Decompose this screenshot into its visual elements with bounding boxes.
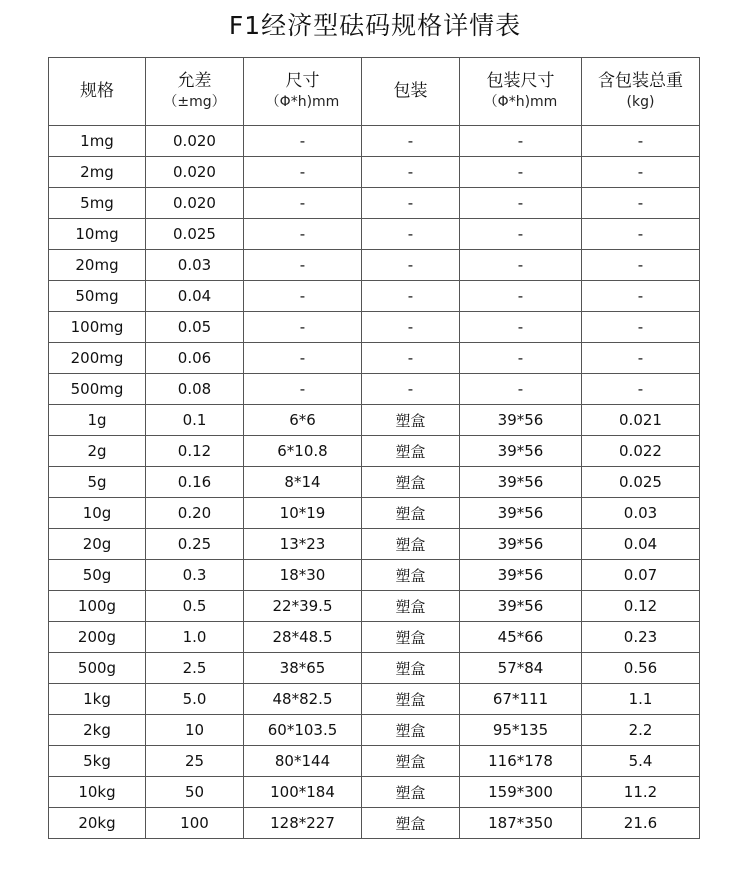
- header-package-size: 包装尺寸 （Φ*h)mm: [460, 58, 582, 126]
- table-row: [49, 529, 700, 560]
- cell-package-size: 159*300: [460, 777, 582, 808]
- cell-tolerance: 0.06: [146, 343, 244, 374]
- cell-package-size: -: [460, 374, 582, 405]
- cell-package-size: 116*178: [460, 746, 582, 777]
- cell-size: 60*103.5: [244, 715, 362, 746]
- cell-spec: 20mg: [49, 250, 146, 281]
- cell-total-weight: 1.1: [582, 684, 700, 715]
- cell-package-size: -: [460, 281, 582, 312]
- table-row: [49, 405, 700, 436]
- cell-size: -: [244, 343, 362, 374]
- table-row: [49, 560, 700, 591]
- table-row: [49, 219, 700, 250]
- cell-package-size: 187*350: [460, 808, 582, 839]
- cell-total-weight: -: [582, 219, 700, 250]
- cell-size: 80*144: [244, 746, 362, 777]
- table-row: [49, 684, 700, 715]
- cell-size: 18*30: [244, 560, 362, 591]
- cell-package-size: 39*56: [460, 591, 582, 622]
- cell-package: -: [362, 157, 460, 188]
- cell-size: 10*19: [244, 498, 362, 529]
- cell-total-weight: 0.025: [582, 467, 700, 498]
- cell-tolerance: 5.0: [146, 684, 244, 715]
- table-row: [49, 777, 700, 808]
- cell-total-weight: 0.12: [582, 591, 700, 622]
- cell-size: 22*39.5: [244, 591, 362, 622]
- table-row: [49, 126, 700, 157]
- cell-total-weight: -: [582, 250, 700, 281]
- cell-tolerance: 0.020: [146, 126, 244, 157]
- cell-tolerance: 0.20: [146, 498, 244, 529]
- cell-size: 8*14: [244, 467, 362, 498]
- table-row: [49, 250, 700, 281]
- cell-tolerance: 25: [146, 746, 244, 777]
- cell-spec: 2g: [49, 436, 146, 467]
- cell-total-weight: -: [582, 126, 700, 157]
- cell-package-size: 39*56: [460, 529, 582, 560]
- cell-size: 6*6: [244, 405, 362, 436]
- cell-spec: 2kg: [49, 715, 146, 746]
- table-row: [49, 312, 700, 343]
- cell-size: -: [244, 219, 362, 250]
- cell-spec: 10g: [49, 498, 146, 529]
- cell-spec: 500g: [49, 653, 146, 684]
- cell-spec: 10kg: [49, 777, 146, 808]
- cell-tolerance: 0.3: [146, 560, 244, 591]
- cell-size: 38*65: [244, 653, 362, 684]
- cell-spec: 500mg: [49, 374, 146, 405]
- cell-package-size: -: [460, 188, 582, 219]
- cell-package: 塑盒: [362, 684, 460, 715]
- cell-total-weight: -: [582, 188, 700, 219]
- cell-package-size: -: [460, 312, 582, 343]
- cell-size: -: [244, 188, 362, 219]
- cell-tolerance: 0.020: [146, 157, 244, 188]
- cell-tolerance: 0.05: [146, 312, 244, 343]
- header-tolerance: 允差 （±mg）: [146, 58, 244, 126]
- cell-total-weight: 0.021: [582, 405, 700, 436]
- cell-spec: 200g: [49, 622, 146, 653]
- cell-package: -: [362, 219, 460, 250]
- cell-tolerance: 50: [146, 777, 244, 808]
- table-row: [49, 498, 700, 529]
- cell-tolerance: 0.020: [146, 188, 244, 219]
- cell-total-weight: 2.2: [582, 715, 700, 746]
- cell-size: 100*184: [244, 777, 362, 808]
- cell-package-size: 39*56: [460, 467, 582, 498]
- cell-spec: 20g: [49, 529, 146, 560]
- cell-total-weight: 21.6: [582, 808, 700, 839]
- cell-tolerance: 1.0: [146, 622, 244, 653]
- cell-spec: 1kg: [49, 684, 146, 715]
- cell-package: 塑盒: [362, 467, 460, 498]
- cell-tolerance: 0.12: [146, 436, 244, 467]
- table-row: [49, 374, 700, 405]
- cell-tolerance: 100: [146, 808, 244, 839]
- cell-package: -: [362, 188, 460, 219]
- cell-package-size: -: [460, 219, 582, 250]
- cell-package-size: 39*56: [460, 498, 582, 529]
- cell-package: 塑盒: [362, 808, 460, 839]
- cell-spec: 100mg: [49, 312, 146, 343]
- table-row: [49, 343, 700, 374]
- cell-package-size: 39*56: [460, 560, 582, 591]
- cell-package-size: 67*111: [460, 684, 582, 715]
- cell-package: 塑盒: [362, 405, 460, 436]
- cell-package-size: -: [460, 157, 582, 188]
- cell-total-weight: -: [582, 343, 700, 374]
- cell-package-size: 39*56: [460, 405, 582, 436]
- cell-tolerance: 0.1: [146, 405, 244, 436]
- cell-package: -: [362, 343, 460, 374]
- cell-total-weight: 0.07: [582, 560, 700, 591]
- cell-size: -: [244, 374, 362, 405]
- cell-spec: 5kg: [49, 746, 146, 777]
- cell-spec: 200mg: [49, 343, 146, 374]
- cell-spec: 100g: [49, 591, 146, 622]
- cell-spec: 50g: [49, 560, 146, 591]
- cell-package: -: [362, 312, 460, 343]
- cell-size: 48*82.5: [244, 684, 362, 715]
- cell-package-size: 57*84: [460, 653, 582, 684]
- table-row: [49, 188, 700, 219]
- table-row: [49, 715, 700, 746]
- cell-total-weight: 0.03: [582, 498, 700, 529]
- cell-total-weight: 0.022: [582, 436, 700, 467]
- cell-package: 塑盒: [362, 591, 460, 622]
- table-body: [49, 126, 700, 839]
- cell-size: -: [244, 281, 362, 312]
- cell-package: -: [362, 374, 460, 405]
- cell-size: -: [244, 126, 362, 157]
- table-row: [49, 436, 700, 467]
- table-row: [49, 281, 700, 312]
- cell-spec: 20kg: [49, 808, 146, 839]
- cell-package-size: -: [460, 126, 582, 157]
- cell-size: -: [244, 250, 362, 281]
- table-row: [49, 653, 700, 684]
- cell-package: 塑盒: [362, 653, 460, 684]
- cell-total-weight: 5.4: [582, 746, 700, 777]
- cell-tolerance: 0.5: [146, 591, 244, 622]
- cell-tolerance: 10: [146, 715, 244, 746]
- header-package: 包装: [362, 58, 460, 126]
- cell-size: 6*10.8: [244, 436, 362, 467]
- cell-spec: 1mg: [49, 126, 146, 157]
- cell-size: 13*23: [244, 529, 362, 560]
- cell-tolerance: 0.03: [146, 250, 244, 281]
- cell-spec: 2mg: [49, 157, 146, 188]
- cell-package-size: 45*66: [460, 622, 582, 653]
- cell-size: -: [244, 312, 362, 343]
- table-row: [49, 591, 700, 622]
- cell-package-size: -: [460, 343, 582, 374]
- cell-spec: 10mg: [49, 219, 146, 250]
- cell-total-weight: -: [582, 374, 700, 405]
- table-row: [49, 746, 700, 777]
- header-size: 尺寸 （Φ*h)mm: [244, 58, 362, 126]
- cell-total-weight: -: [582, 281, 700, 312]
- cell-package: 塑盒: [362, 436, 460, 467]
- cell-tolerance: 0.25: [146, 529, 244, 560]
- cell-package-size: -: [460, 250, 582, 281]
- cell-package: 塑盒: [362, 529, 460, 560]
- cell-size: -: [244, 157, 362, 188]
- cell-package: 塑盒: [362, 715, 460, 746]
- header-spec: 规格: [49, 58, 146, 126]
- cell-tolerance: 0.08: [146, 374, 244, 405]
- table-row: [49, 808, 700, 839]
- page-title: F1经济型砝码规格详情表: [228, 11, 522, 40]
- cell-total-weight: -: [582, 157, 700, 188]
- cell-package: -: [362, 126, 460, 157]
- cell-tolerance: 0.04: [146, 281, 244, 312]
- cell-package: 塑盒: [362, 746, 460, 777]
- table-row: [49, 467, 700, 498]
- cell-total-weight: 0.56: [582, 653, 700, 684]
- cell-package: 塑盒: [362, 777, 460, 808]
- table-row: [49, 157, 700, 188]
- spec-table: [48, 57, 700, 839]
- cell-size: 128*227: [244, 808, 362, 839]
- cell-spec: 50mg: [49, 281, 146, 312]
- cell-tolerance: 2.5: [146, 653, 244, 684]
- cell-package-size: 39*56: [460, 436, 582, 467]
- cell-package: 塑盒: [362, 498, 460, 529]
- table-row: [49, 622, 700, 653]
- cell-total-weight: -: [582, 312, 700, 343]
- cell-spec: 5mg: [49, 188, 146, 219]
- cell-package: 塑盒: [362, 560, 460, 591]
- cell-tolerance: 0.025: [146, 219, 244, 250]
- cell-package: -: [362, 281, 460, 312]
- cell-total-weight: 0.23: [582, 622, 700, 653]
- table-header-row: [49, 58, 700, 126]
- cell-total-weight: 0.04: [582, 529, 700, 560]
- cell-package: 塑盒: [362, 622, 460, 653]
- cell-package: -: [362, 250, 460, 281]
- cell-total-weight: 11.2: [582, 777, 700, 808]
- cell-spec: 5g: [49, 467, 146, 498]
- cell-tolerance: 0.16: [146, 467, 244, 498]
- header-total-weight: 含包装总重 (kg): [582, 58, 700, 126]
- cell-package-size: 95*135: [460, 715, 582, 746]
- cell-spec: 1g: [49, 405, 146, 436]
- cell-size: 28*48.5: [244, 622, 362, 653]
